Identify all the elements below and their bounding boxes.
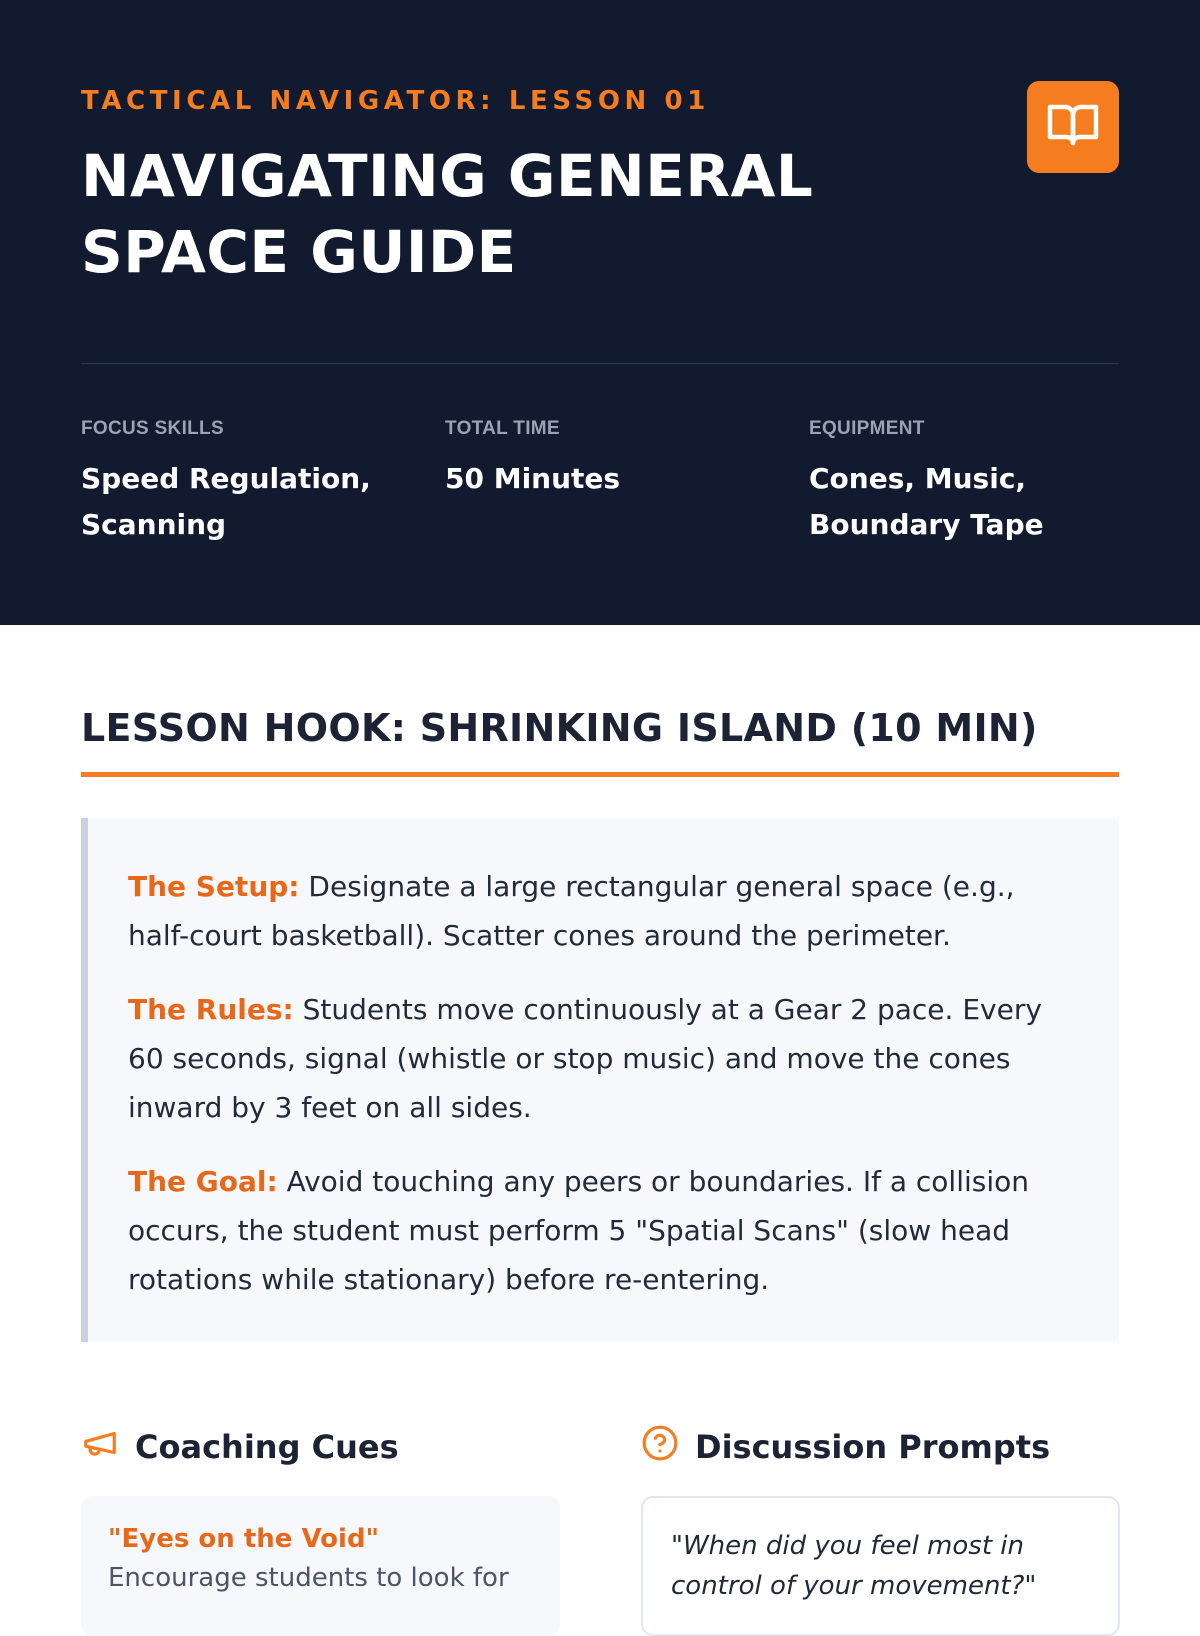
meta-equipment	[809, 418, 1129, 548]
cue-description: Encourage students to look for	[108, 1563, 509, 1593]
hook-item-label: The Setup:	[128, 870, 300, 903]
heading-text: Coaching Cues	[135, 1428, 399, 1466]
hook-item-label: The Goal:	[128, 1165, 278, 1198]
meta-value: Speed Regulation, Scanning	[81, 462, 371, 541]
meta-total-time	[445, 418, 765, 502]
meta-value: Cones, Music, Boundary Tape	[809, 462, 1044, 541]
prompt-text: "When did you feel most in control of your movement?"	[671, 1531, 1037, 1601]
section-title: LESSON HOOK: SHRINKING ISLAND (10 MIN)	[81, 706, 1038, 750]
header-divider	[81, 363, 1119, 364]
book-open-icon	[1046, 102, 1100, 152]
hook-details-box	[81, 818, 1119, 1342]
lesson-header	[0, 0, 1200, 625]
cue-title: "Eyes on the Void"	[108, 1524, 380, 1554]
hook-item-text: Designate a large rectangular general space (e.g., half-court basketball). Scatter cones around the perimeter.	[128, 870, 1015, 952]
hook-item-text: Students move continuously at a Gear 2 pace. Every 60 seconds, signal (whistle or stop music) and move the cones inward by 3 feet on all sides.	[128, 993, 1042, 1124]
meta-label: TOTAL TIME	[445, 418, 560, 439]
hook-goal	[128, 1157, 1079, 1304]
coaching-cues-heading	[81, 1424, 399, 1470]
megaphone-icon	[81, 1424, 135, 1470]
question-circle-icon	[641, 1424, 695, 1470]
hook-setup	[128, 862, 1079, 960]
heading-text: Discussion Prompts	[695, 1428, 1051, 1466]
discussion-prompts-heading	[641, 1424, 1050, 1470]
meta-label: EQUIPMENT	[809, 418, 925, 439]
lesson-kicker: TACTICAL NAVIGATOR: LESSON 01	[81, 86, 710, 116]
hook-rules	[128, 985, 1079, 1132]
meta-label: FOCUS SKILLS	[81, 418, 224, 439]
page-title: NAVIGATING GENERAL SPACE GUIDE	[81, 142, 814, 286]
discussion-prompt-card	[641, 1496, 1120, 1636]
book-button[interactable]	[1027, 81, 1119, 173]
coaching-cue-card	[81, 1496, 560, 1636]
meta-value: 50 Minutes	[445, 462, 621, 495]
hook-item-text: Avoid touching any peers or boundaries. If a collision occurs, the student must perform 5 "Spatial Scans" (slow head rotations while stationary) before re-entering.	[128, 1165, 1030, 1296]
hook-item-label: The Rules:	[128, 993, 294, 1026]
meta-focus-skills	[81, 418, 401, 548]
section-divider	[81, 772, 1119, 777]
